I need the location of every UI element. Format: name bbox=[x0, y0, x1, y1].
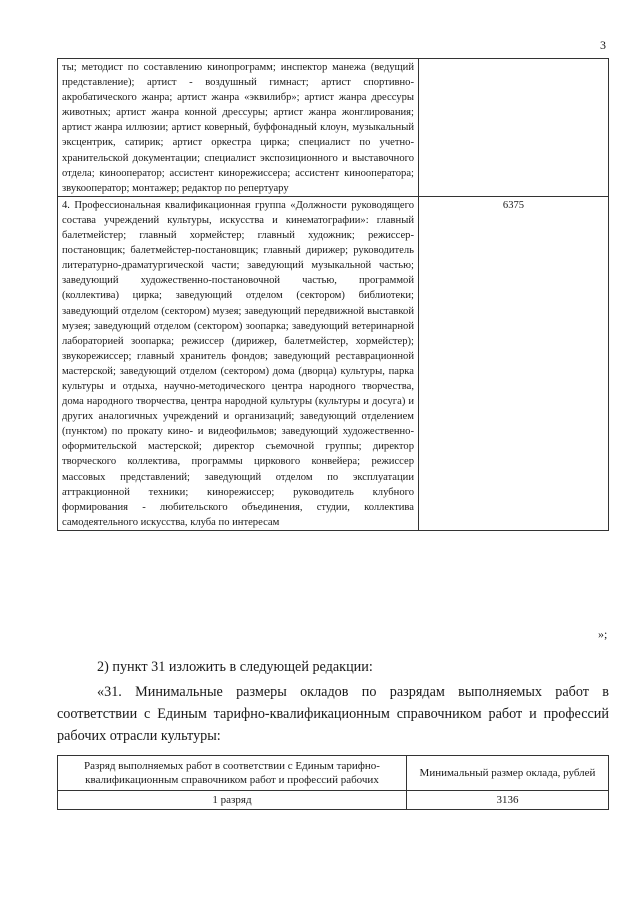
table-row bbox=[58, 196, 609, 530]
salary-value-cell: 6375 bbox=[419, 196, 609, 530]
table-row bbox=[58, 791, 609, 810]
worker-grade-salary-table bbox=[57, 755, 609, 810]
salary-column-header: Минимальный размер оклада, рублей bbox=[407, 756, 609, 791]
salary-cell: 3136 bbox=[407, 791, 609, 810]
salary-groups-table bbox=[57, 58, 609, 531]
position-list-cell: 4. Профессиональная квалификационная группа «Должности руководящего состава учреждений культуры, искусства и кинематографии»: главный балетмейстер; главный хормейстер; главный художник; режиссер-постановщик; балетмейстер-постановщик; главный дирижер; руководитель литературно-драматургической части; заведующий музыкальной частью; заведующий художественно-постановочной частью, программой (коллектива) цирка; заведующий отделом (сектором) библиотеки; заведующий отделом (сектором) музея; заведующий передвижной выставкой музея; заведующий отделом (сектором) зоопарка; заведующий ветеринарной лабораторией зоопарка; режиссер (дирижер, балетмейстер, хормейстер); звукорежиссер; главный хранитель фондов; заведующий реставрационной мастерской; заведующий отделом (сектором) дома (дворца) культуры, парка культуры и отдыха, научно-методического центра народного творчества, дома народного творчества, центра народной культуры (культуры и досуга) и других аналогичных учреждений и организаций; заведующий отделением (пунктом) по прокату кино- и видеофильмов; заведующий художественно-оформительской мастерской; директор съемочной группы; директор творческого коллектива, программы циркового конвейера; режиссер массовых представлений; заведующий отделом по эксплуатации аттракционной техники; кинорежиссер; руководитель клубного формирования - любительского объединения, студии, коллектива самодеятельного искусства, клуба по интересам bbox=[58, 196, 419, 530]
salary-value-cell bbox=[419, 59, 609, 197]
closing-quote-mark: »; bbox=[598, 627, 608, 641]
amendment-paragraph: 2) пункт 31 изложить в следующей редакции: bbox=[97, 659, 373, 675]
table-row bbox=[58, 59, 609, 197]
grade-cell: 1 разряд bbox=[58, 791, 407, 810]
table-header-row bbox=[58, 756, 609, 791]
clause-31-paragraph: «31. Минимальные размеры окладов по разрядам выполняемых работ в соответствии с Единым тарифно-квалификационным справочником работ и профессий рабочих отрасли культуры: bbox=[57, 684, 609, 744]
page-number: 3 bbox=[600, 38, 606, 52]
grade-column-header: Разряд выполняемых работ в соответствии с Единым тарифно-квалификационным справочником работ и профессий рабочих bbox=[58, 756, 407, 791]
position-list-cell: ты; методист по составлению кинопрограмм; инспектор манежа (ведущий представление); артист - воздушный гимнаст; артист спортивно-акробатического жанра; артист жанра «эквилибр»; артист жанра дрессуры животных; артист жанра конной дрессуры; артист жанра жонглирования; артист жанра иллюзии; артист коверный, буффонадный клоун, музыкальный эксцентрик, сатирик; артист оркестра цирка; специалист по учетно-хранительской документации; специалист экспозиционного и выставочного отдела; кинооператор; ассистент кинорежиссера; ассистент кинооператора; звукооператор; монтажер; редактор по репертуару bbox=[58, 59, 419, 197]
